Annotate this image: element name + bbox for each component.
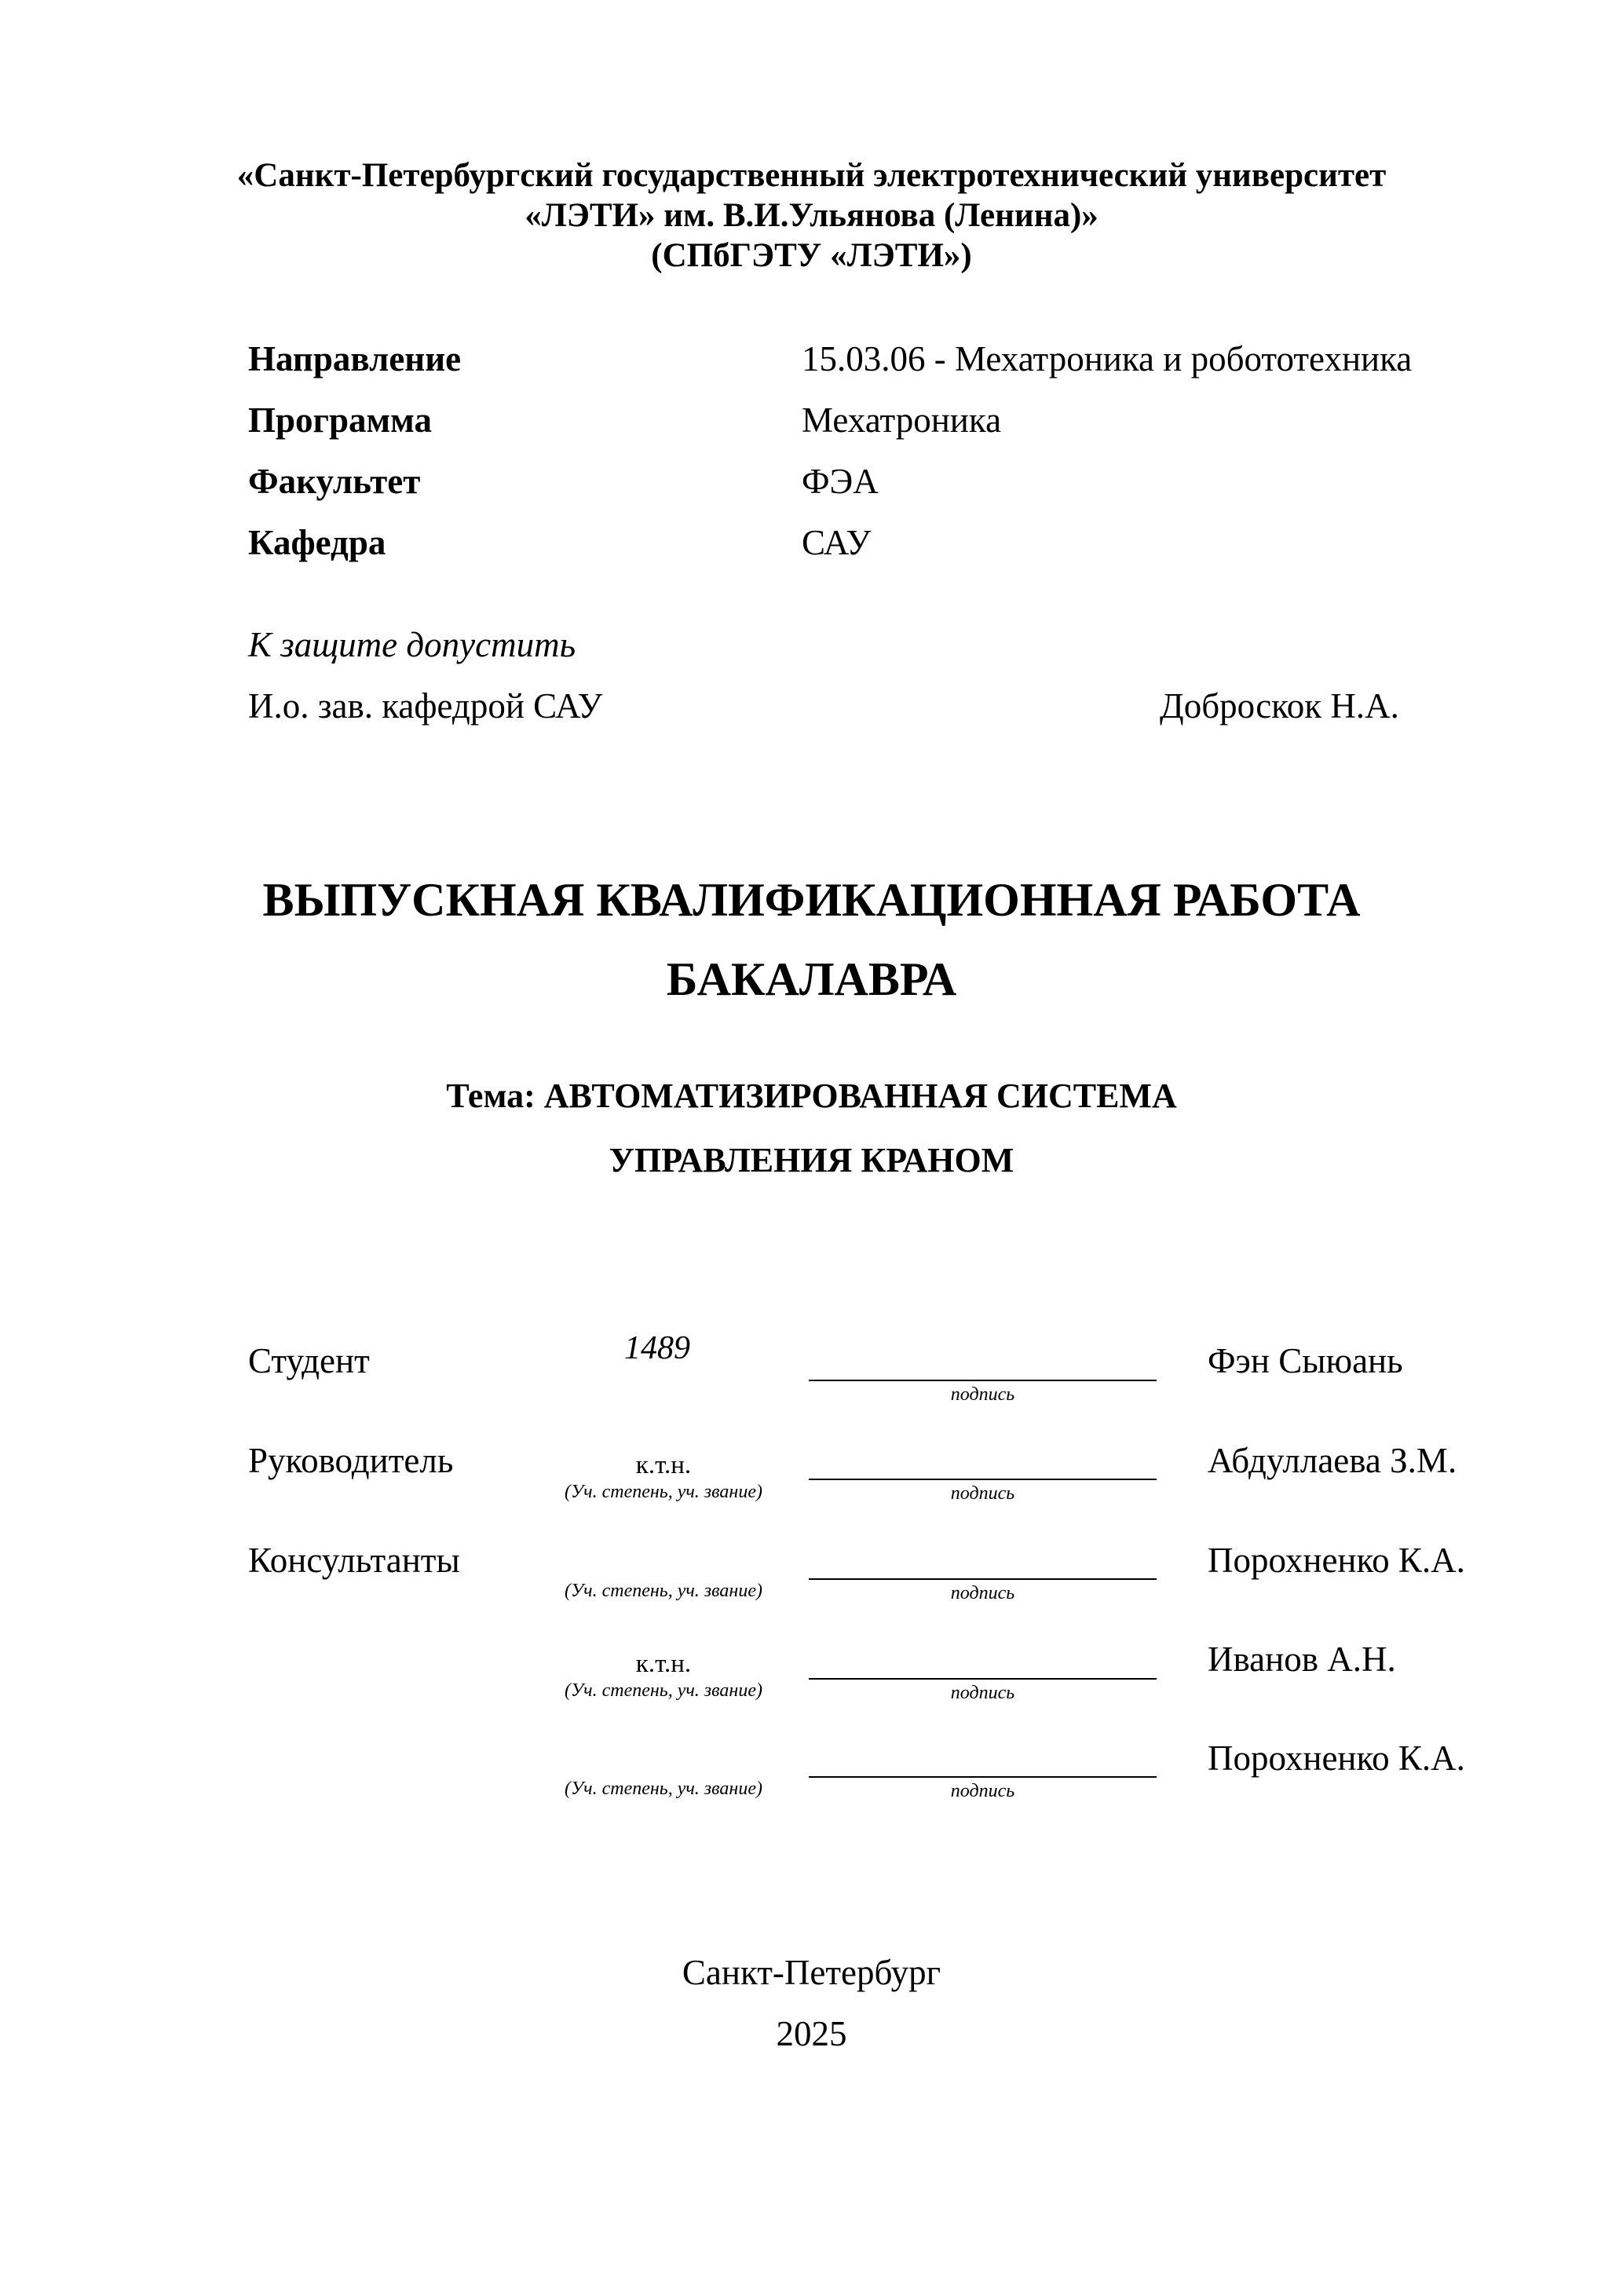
student-name: Фэн Сыюань bbox=[1208, 1341, 1403, 1380]
consultant-1-signature-caption: подпись bbox=[950, 1583, 1015, 1603]
university-abbreviation: (СПбГЭТУ «ЛЭТИ») bbox=[651, 237, 972, 274]
consultant-2-signature-caption: подпись bbox=[950, 1683, 1015, 1703]
consultant-1-name: Порохненко К.А. bbox=[1208, 1541, 1465, 1580]
consultant-3-degree-caption: (Уч. степень, уч. звание) bbox=[565, 1779, 762, 1799]
info-value-faculty: ФЭА bbox=[802, 462, 879, 501]
supervisor-degree-caption: (Уч. степень, уч. звание) bbox=[565, 1482, 762, 1502]
consultant-3-name: Порохненко К.А. bbox=[1208, 1738, 1465, 1778]
footer-year: 2025 bbox=[776, 2014, 847, 2053]
supervisor-signature-line bbox=[809, 1479, 1157, 1480]
document-title-line-2: БАКАЛАВРА bbox=[666, 953, 957, 1005]
consultants-role: Консультанты bbox=[248, 1541, 460, 1580]
consultant-3-signature-line bbox=[809, 1776, 1157, 1778]
supervisor-name: Абдуллаева З.М. bbox=[1208, 1441, 1457, 1480]
admission-head-name: Доброскок Н.А. bbox=[1160, 686, 1399, 726]
info-value-program: Мехатроника bbox=[802, 400, 1002, 440]
info-key-program: Программа bbox=[248, 400, 432, 440]
theme-line-1: Тема: АВТОМАТИЗИРОВАННАЯ СИСТЕМА bbox=[446, 1077, 1177, 1115]
info-key-department: Кафедра bbox=[248, 523, 386, 562]
info-key-direction: Направление bbox=[248, 339, 462, 378]
university-name-line-2: «ЛЭТИ» им. В.И.Ульянова (Ленина)» bbox=[525, 197, 1098, 234]
info-value-direction: 15.03.06 - Мехатроника и робототехника bbox=[802, 339, 1413, 378]
consultant-2-degree: к.т.н. bbox=[635, 1650, 692, 1678]
university-name-line-1: «Санкт-Петербургский государственный электротехнический университет bbox=[236, 157, 1387, 194]
consultant-2-name: Иванов А.Н. bbox=[1208, 1640, 1396, 1679]
student-number: 1489 bbox=[624, 1330, 690, 1366]
student-role: Студент bbox=[248, 1341, 370, 1380]
theme-line-2: УПРАВЛЕНИЯ КРАНОМ bbox=[609, 1141, 1014, 1179]
supervisor-role: Руководитель bbox=[248, 1441, 454, 1480]
supervisor-degree: к.т.н. bbox=[635, 1451, 692, 1479]
admission-position: И.о. зав. кафедрой САУ bbox=[248, 686, 603, 726]
student-signature-line bbox=[809, 1380, 1157, 1381]
consultant-1-signature-line bbox=[809, 1578, 1157, 1580]
info-value-department: САУ bbox=[802, 523, 872, 562]
info-key-faculty: Факультет bbox=[248, 462, 421, 501]
consultant-3-signature-caption: подпись bbox=[950, 1781, 1015, 1801]
consultant-2-degree-caption: (Уч. степень, уч. звание) bbox=[565, 1680, 762, 1701]
consultant-2-signature-line bbox=[809, 1678, 1157, 1680]
supervisor-signature-caption: подпись bbox=[950, 1483, 1015, 1504]
student-signature-caption: подпись bbox=[950, 1384, 1015, 1405]
admission-label: К защите допустить bbox=[248, 625, 576, 664]
consultant-1-degree-caption: (Уч. степень, уч. звание) bbox=[565, 1581, 762, 1601]
footer-city: Санкт-Петербург bbox=[682, 1953, 941, 1992]
document-title-line-1: ВЫПУСКНАЯ КВАЛИФИКАЦИОННАЯ РАБОТА bbox=[262, 874, 1361, 926]
